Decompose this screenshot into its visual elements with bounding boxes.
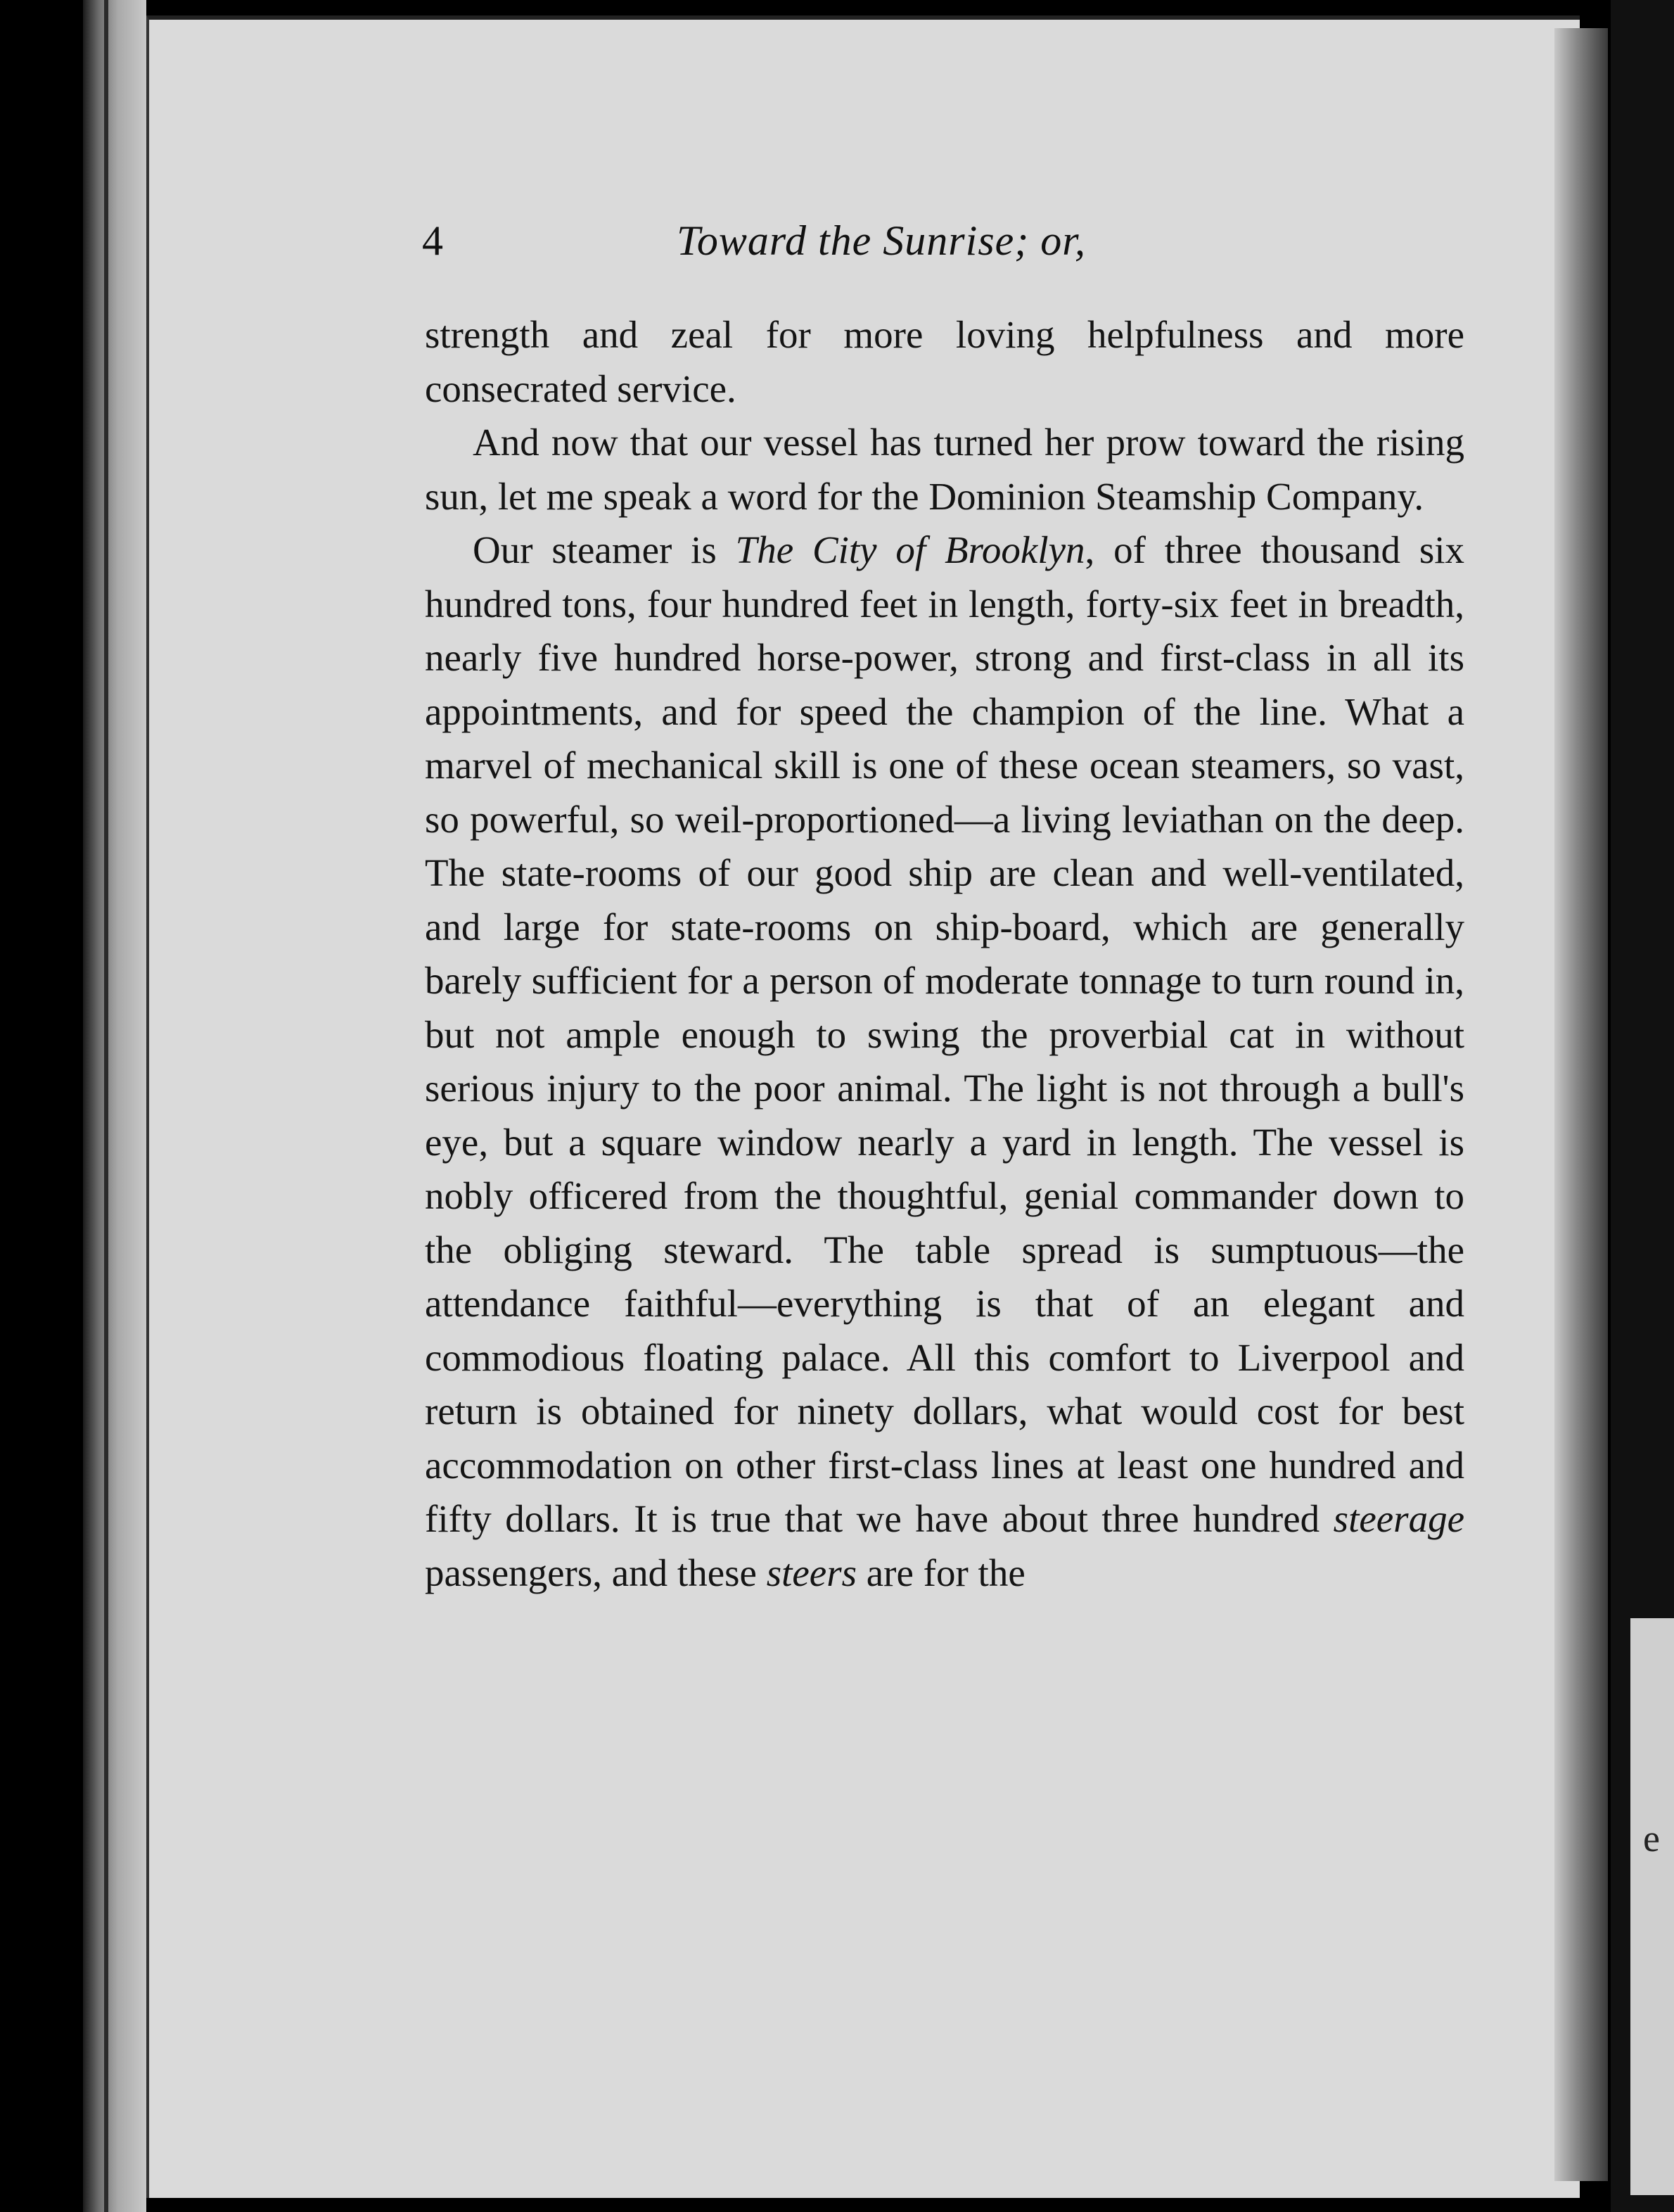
paragraph-text: , of three thousand six hundred tons, four hundred feet in length, forty-six feet in breadth, nearly five hundred horse-power, strong and first-class in all its appointments, and for speed the champion of the line. What a marvel of mechanical skill is one of these ocean steamers, so vast, so powerful, so weil-proportioned—a living leviathan on the deep. The state-rooms of our good ship are clean and well-ventilated, and large for state-rooms on ship-board, which are generally barely sufficient for a person of moderate tonnage to turn round in, but not ample enough to swing the proverbial cat in without serious injury to the poor animal. The light is not through a bull's eye, but a square window nearly a yard in length. The vessel is nobly officered from the thoughtful, genial commander down to the obliging steward. The table spread is sumptuous—the attendance faithful—everything is that of an elegant and commodious floating palace. All this comfort to Liverpool and return is obtained for ninety dollars, what would cost for best accommodation on other first-class lines at least one hundred and fifty dollars. It is true that we have about three hundred bbox=[425, 528, 1464, 1540]
italic-word: steers bbox=[766, 1551, 857, 1594]
book-binding bbox=[83, 0, 146, 2212]
running-title: Toward the Sunrise; or, bbox=[677, 217, 1086, 264]
running-head bbox=[422, 217, 1477, 273]
ship-name: The City of Brooklyn bbox=[735, 528, 1085, 571]
paragraph-text: And now that our vessel has turned her prow toward the rising sun, let me speak a word for the Dominion Steamship Company. bbox=[425, 421, 1464, 518]
paragraph-text: strength and zeal for more loving helpfulness and more consecrated service. bbox=[425, 313, 1464, 410]
binding-line bbox=[104, 0, 108, 2212]
italic-word: steerage bbox=[1333, 1497, 1464, 1540]
paragraph-3 bbox=[425, 523, 1464, 1600]
paragraph-text: Our steamer is bbox=[473, 528, 736, 571]
paragraph-text: passengers, and these bbox=[425, 1551, 767, 1594]
next-page-fragment: e bbox=[1643, 1817, 1660, 1860]
paragraph-2 bbox=[425, 416, 1464, 523]
body-text bbox=[425, 308, 1464, 1600]
next-leaf-paper bbox=[1630, 1618, 1674, 2195]
page-number: 4 bbox=[422, 217, 443, 264]
paragraph-1 bbox=[425, 308, 1464, 416]
page-edge-shadow bbox=[1554, 28, 1608, 2181]
paragraph-text: are for the bbox=[857, 1551, 1026, 1594]
